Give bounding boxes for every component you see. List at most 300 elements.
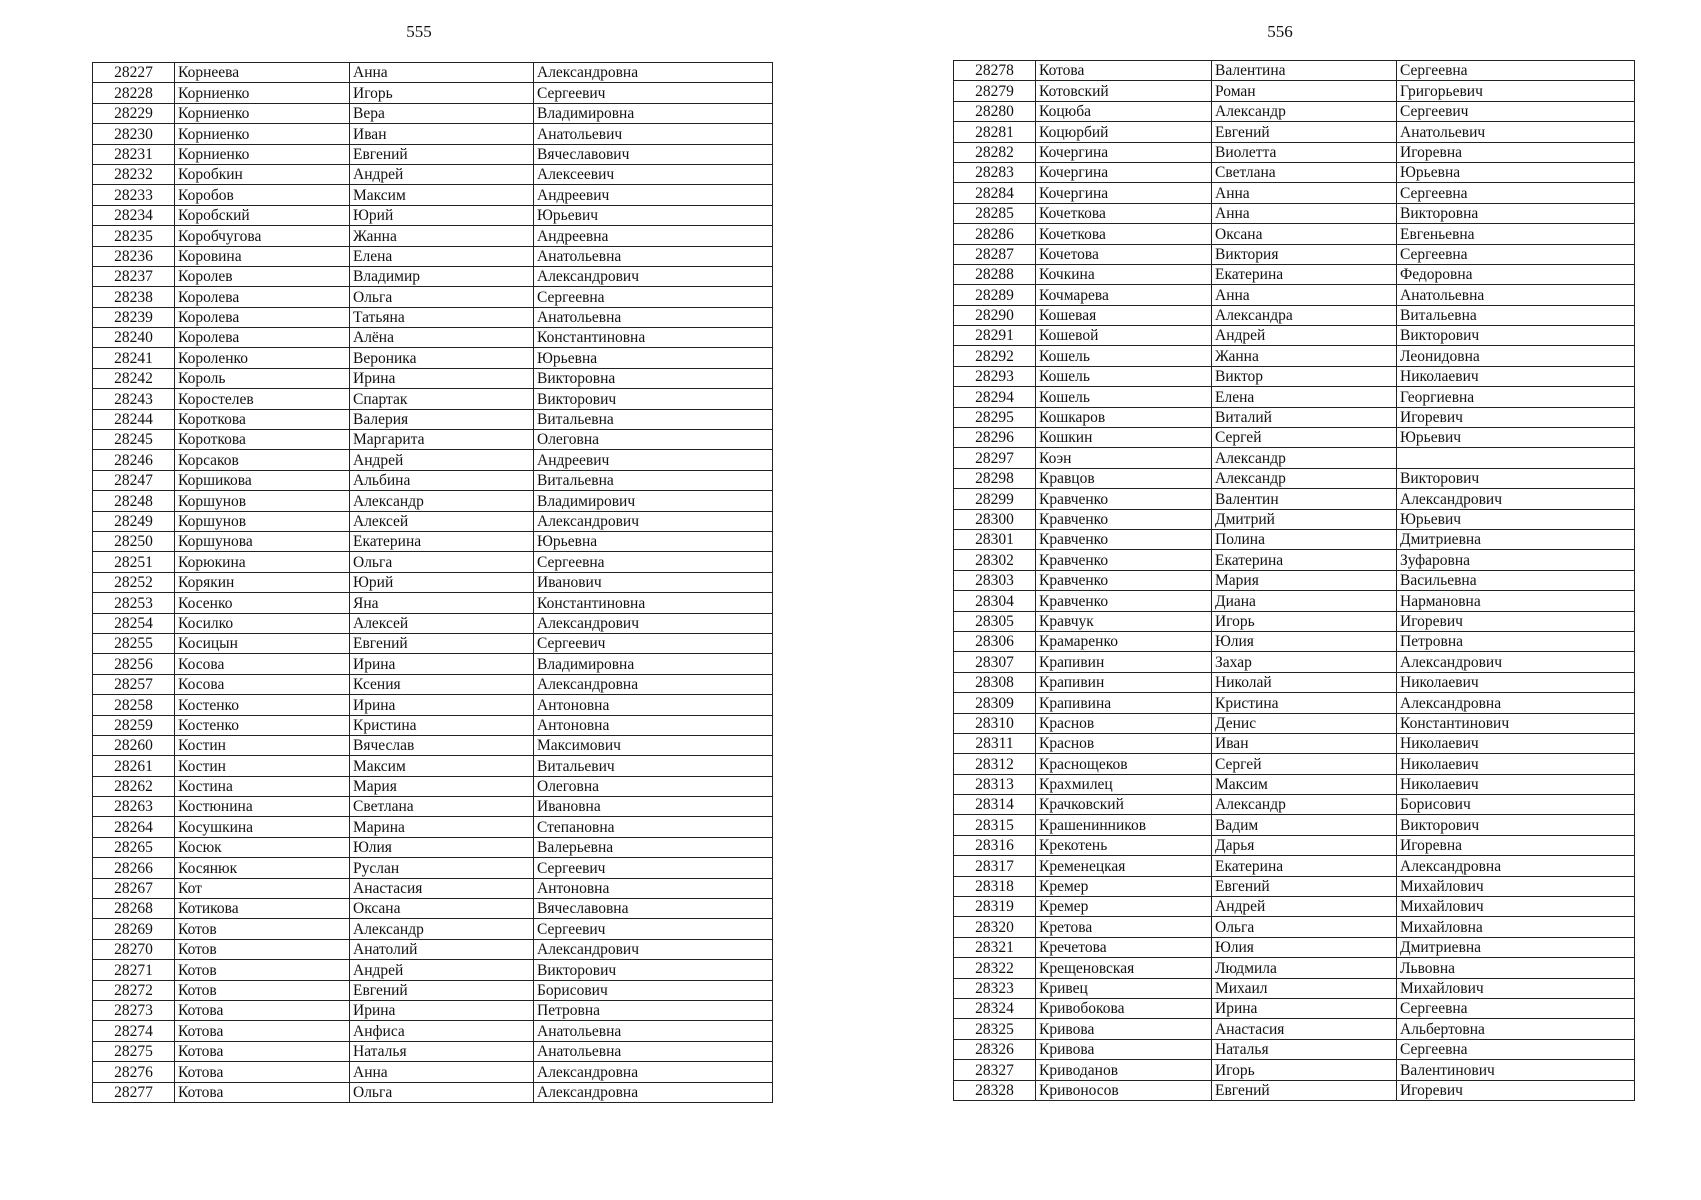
- table-row: [954, 305, 1635, 325]
- table-row: [954, 428, 1635, 448]
- record-number-cell: 28232: [93, 164, 175, 184]
- surname-cell: Корсаков: [175, 450, 350, 470]
- table-row: [93, 633, 773, 653]
- first-name-cell: Полина: [1212, 529, 1397, 549]
- first-name-cell: Руслан: [350, 858, 534, 878]
- table-row: [954, 468, 1635, 488]
- first-name-cell: Сергей: [1212, 428, 1397, 448]
- first-name-cell: Оксана: [1212, 224, 1397, 244]
- patronymic-cell: Федоровна: [1397, 264, 1635, 284]
- table-row: [954, 489, 1635, 509]
- patronymic-cell: Михайловна: [1397, 917, 1635, 937]
- surname-cell: Кравченко: [1036, 529, 1212, 549]
- table-row: [93, 1021, 773, 1041]
- surname-cell: Крачковский: [1036, 795, 1212, 815]
- record-number-cell: 28241: [93, 348, 175, 368]
- names-table-body-right: [954, 61, 1635, 1101]
- record-number-cell: 28294: [954, 387, 1036, 407]
- surname-cell: Кочкина: [1036, 264, 1212, 284]
- table-row: [93, 735, 773, 755]
- record-number-cell: 28244: [93, 409, 175, 429]
- surname-cell: Кочергина: [1036, 142, 1212, 162]
- record-number-cell: 28297: [954, 448, 1036, 468]
- record-number-cell: 28239: [93, 307, 175, 327]
- record-number-cell: 28255: [93, 633, 175, 653]
- record-number-cell: 28312: [954, 754, 1036, 774]
- table-row: [93, 939, 773, 959]
- names-table-right: [953, 60, 1635, 1101]
- first-name-cell: Андрей: [350, 960, 534, 980]
- surname-cell: Краснощеков: [1036, 754, 1212, 774]
- patronymic-cell: Антоновна: [534, 878, 773, 898]
- surname-cell: Котова: [175, 1041, 350, 1061]
- patronymic-cell: Анатольевич: [534, 124, 773, 144]
- patronymic-cell: Борисович: [1397, 795, 1635, 815]
- record-number-cell: 28273: [93, 1000, 175, 1020]
- patronymic-cell: Борисович: [534, 980, 773, 1000]
- table-row: [93, 144, 773, 164]
- table-row: [93, 837, 773, 857]
- patronymic-cell: Сергеевич: [534, 83, 773, 103]
- first-name-cell: Евгений: [350, 144, 534, 164]
- record-number-cell: 28280: [954, 101, 1036, 121]
- patronymic-cell: Сергеевна: [1397, 998, 1635, 1018]
- first-name-cell: Вера: [350, 103, 534, 123]
- table-row: [954, 754, 1635, 774]
- table-row: [954, 387, 1635, 407]
- patronymic-cell: Александровна: [534, 1082, 773, 1102]
- patronymic-cell: Николаевич: [1397, 672, 1635, 692]
- record-number-cell: 28247: [93, 470, 175, 490]
- record-number-cell: 28296: [954, 428, 1036, 448]
- patronymic-cell: Алексеевич: [534, 164, 773, 184]
- table-row: [954, 509, 1635, 529]
- record-number-cell: 28231: [93, 144, 175, 164]
- record-number-cell: 28269: [93, 919, 175, 939]
- first-name-cell: Ольга: [350, 1082, 534, 1102]
- first-name-cell: Андрей: [350, 164, 534, 184]
- table-row: [93, 776, 773, 796]
- table-row: [954, 142, 1635, 162]
- patronymic-cell: Витальевна: [534, 470, 773, 490]
- surname-cell: Криводанов: [1036, 1060, 1212, 1080]
- surname-cell: Королева: [175, 287, 350, 307]
- patronymic-cell: Анатольевич: [1397, 122, 1635, 142]
- record-number-cell: 28295: [954, 407, 1036, 427]
- patronymic-cell: Олеговна: [534, 430, 773, 450]
- record-number-cell: 28262: [93, 776, 175, 796]
- surname-cell: Кремер: [1036, 897, 1212, 917]
- record-number-cell: 28301: [954, 529, 1036, 549]
- surname-cell: Кравцов: [1036, 468, 1212, 488]
- first-name-cell: Сергей: [1212, 754, 1397, 774]
- table-row: [954, 815, 1635, 835]
- patronymic-cell: Александрович: [534, 939, 773, 959]
- record-number-cell: 28250: [93, 531, 175, 551]
- surname-cell: Кривоносов: [1036, 1080, 1212, 1100]
- surname-cell: Крекотень: [1036, 835, 1212, 855]
- table-row: [954, 1060, 1635, 1080]
- patronymic-cell: Анатольевна: [534, 307, 773, 327]
- patronymic-cell: Зуфаровна: [1397, 550, 1635, 570]
- table-row: [954, 876, 1635, 896]
- table-row: [954, 795, 1635, 815]
- surname-cell: Косова: [175, 674, 350, 694]
- surname-cell: Корниенко: [175, 103, 350, 123]
- table-row: [93, 409, 773, 429]
- record-number-cell: 28259: [93, 715, 175, 735]
- patronymic-cell: Викторовна: [1397, 203, 1635, 223]
- table-row: [93, 205, 773, 225]
- patronymic-cell: Вячеславовна: [534, 899, 773, 919]
- first-name-cell: Юрий: [350, 572, 534, 592]
- table-row: [954, 652, 1635, 672]
- first-name-cell: Анна: [350, 1062, 534, 1082]
- table-row: [954, 611, 1635, 631]
- table-row: [93, 858, 773, 878]
- first-name-cell: Елена: [1212, 387, 1397, 407]
- record-number-cell: 28282: [954, 142, 1036, 162]
- record-number-cell: 28271: [93, 960, 175, 980]
- record-number-cell: 28228: [93, 83, 175, 103]
- surname-cell: Косицын: [175, 633, 350, 653]
- first-name-cell: Денис: [1212, 713, 1397, 733]
- surname-cell: Коршунова: [175, 531, 350, 551]
- table-row: [93, 572, 773, 592]
- patronymic-cell: Андреевич: [534, 185, 773, 205]
- table-row: [93, 348, 773, 368]
- first-name-cell: Альбина: [350, 470, 534, 490]
- record-number-cell: 28325: [954, 1019, 1036, 1039]
- first-name-cell: Маргарита: [350, 430, 534, 450]
- first-name-cell: Юлия: [1212, 631, 1397, 651]
- surname-cell: Костин: [175, 756, 350, 776]
- first-name-cell: Мария: [350, 776, 534, 796]
- table-row: [954, 285, 1635, 305]
- patronymic-cell: Альбертовна: [1397, 1019, 1635, 1039]
- first-name-cell: Александр: [1212, 101, 1397, 121]
- record-number-cell: 28264: [93, 817, 175, 837]
- record-number-cell: 28229: [93, 103, 175, 123]
- patronymic-cell: Александровна: [534, 63, 773, 83]
- first-name-cell: Иван: [350, 124, 534, 144]
- first-name-cell: Александр: [1212, 795, 1397, 815]
- record-number-cell: 28306: [954, 631, 1036, 651]
- surname-cell: Кочмарева: [1036, 285, 1212, 305]
- table-row: [93, 1000, 773, 1020]
- first-name-cell: Анна: [1212, 285, 1397, 305]
- first-name-cell: Ирина: [1212, 998, 1397, 1018]
- surname-cell: Кошевая: [1036, 305, 1212, 325]
- first-name-cell: Алексей: [350, 613, 534, 633]
- table-row: [93, 817, 773, 837]
- record-number-cell: 28276: [93, 1062, 175, 1082]
- table-row: [93, 552, 773, 572]
- table-row: [954, 326, 1635, 346]
- record-number-cell: 28319: [954, 897, 1036, 917]
- first-name-cell: Евгений: [350, 633, 534, 653]
- first-name-cell: Анна: [350, 63, 534, 83]
- patronymic-cell: Олеговна: [534, 776, 773, 796]
- surname-cell: Котов: [175, 980, 350, 1000]
- record-number-cell: 28314: [954, 795, 1036, 815]
- surname-cell: Кошкаров: [1036, 407, 1212, 427]
- first-name-cell: Захар: [1212, 652, 1397, 672]
- patronymic-cell: Александрович: [534, 613, 773, 633]
- first-name-cell: Светлана: [1212, 162, 1397, 182]
- record-number-cell: 28266: [93, 858, 175, 878]
- first-name-cell: Евгений: [350, 980, 534, 1000]
- patronymic-cell: Львовна: [1397, 958, 1635, 978]
- record-number-cell: 28323: [954, 978, 1036, 998]
- record-number-cell: 28283: [954, 162, 1036, 182]
- table-row: [954, 366, 1635, 386]
- table-row: [93, 613, 773, 633]
- surname-cell: Котова: [175, 1000, 350, 1020]
- patronymic-cell: [1397, 448, 1635, 468]
- surname-cell: Кошель: [1036, 387, 1212, 407]
- first-name-cell: Евгений: [1212, 1080, 1397, 1100]
- table-row: [954, 774, 1635, 794]
- record-number-cell: 28267: [93, 878, 175, 898]
- record-number-cell: 28256: [93, 654, 175, 674]
- patronymic-cell: Игоревич: [1397, 407, 1635, 427]
- surname-cell: Крещеновская: [1036, 958, 1212, 978]
- record-number-cell: 28291: [954, 326, 1036, 346]
- first-name-cell: Вячеслав: [350, 735, 534, 755]
- table-row: [954, 591, 1635, 611]
- surname-cell: Коцюрбий: [1036, 122, 1212, 142]
- surname-cell: Кравченко: [1036, 570, 1212, 590]
- surname-cell: Костенко: [175, 695, 350, 715]
- table-row: [93, 226, 773, 246]
- record-number-cell: 28321: [954, 937, 1036, 957]
- patronymic-cell: Юрьевич: [1397, 428, 1635, 448]
- patronymic-cell: Юрьевна: [534, 348, 773, 368]
- table-row: [93, 83, 773, 103]
- patronymic-cell: Иванович: [534, 572, 773, 592]
- patronymic-cell: Николаевич: [1397, 754, 1635, 774]
- record-number-cell: 28274: [93, 1021, 175, 1041]
- record-number-cell: 28324: [954, 998, 1036, 1018]
- surname-cell: Кремер: [1036, 876, 1212, 896]
- record-number-cell: 28287: [954, 244, 1036, 264]
- surname-cell: Котова: [175, 1082, 350, 1102]
- record-number-cell: 28309: [954, 693, 1036, 713]
- record-number-cell: 28317: [954, 856, 1036, 876]
- first-name-cell: Валентин: [1212, 489, 1397, 509]
- surname-cell: Короткова: [175, 409, 350, 429]
- first-name-cell: Наталья: [350, 1041, 534, 1061]
- surname-cell: Краснов: [1036, 713, 1212, 733]
- surname-cell: Кочергина: [1036, 162, 1212, 182]
- record-number-cell: 28230: [93, 124, 175, 144]
- table-row: [954, 631, 1635, 651]
- first-name-cell: Юлия: [350, 837, 534, 857]
- table-row: [954, 407, 1635, 427]
- table-row: [954, 81, 1635, 101]
- table-row: [93, 1082, 773, 1102]
- patronymic-cell: Михайлович: [1397, 978, 1635, 998]
- patronymic-cell: Анатольевна: [534, 1041, 773, 1061]
- surname-cell: Котов: [175, 960, 350, 980]
- first-name-cell: Екатерина: [350, 531, 534, 551]
- surname-cell: Коэн: [1036, 448, 1212, 468]
- record-number-cell: 28233: [93, 185, 175, 205]
- first-name-cell: Андрей: [1212, 326, 1397, 346]
- surname-cell: Косянюк: [175, 858, 350, 878]
- surname-cell: Кочеткова: [1036, 224, 1212, 244]
- patronymic-cell: Викторович: [534, 960, 773, 980]
- surname-cell: Коробов: [175, 185, 350, 205]
- first-name-cell: Валентина: [1212, 61, 1397, 81]
- patronymic-cell: Александровна: [1397, 693, 1635, 713]
- patronymic-cell: Петровна: [534, 1000, 773, 1020]
- patronymic-cell: Нармановна: [1397, 591, 1635, 611]
- patronymic-cell: Александрович: [534, 266, 773, 286]
- first-name-cell: Спартак: [350, 389, 534, 409]
- patronymic-cell: Юрьевна: [1397, 162, 1635, 182]
- table-row: [93, 63, 773, 83]
- table-row: [93, 266, 773, 286]
- surname-cell: Костин: [175, 735, 350, 755]
- record-number-cell: 28245: [93, 430, 175, 450]
- first-name-cell: Анатолий: [350, 939, 534, 959]
- surname-cell: Краснов: [1036, 733, 1212, 753]
- record-number-cell: 28284: [954, 183, 1036, 203]
- first-name-cell: Ольга: [1212, 917, 1397, 937]
- record-number-cell: 28298: [954, 468, 1036, 488]
- record-number-cell: 28305: [954, 611, 1036, 631]
- table-row: [954, 224, 1635, 244]
- surname-cell: Корниенко: [175, 144, 350, 164]
- surname-cell: Котикова: [175, 899, 350, 919]
- record-number-cell: 28268: [93, 899, 175, 919]
- surname-cell: Кривец: [1036, 978, 1212, 998]
- record-number-cell: 28254: [93, 613, 175, 633]
- record-number-cell: 28278: [954, 61, 1036, 81]
- table-row: [954, 978, 1635, 998]
- patronymic-cell: Владимировна: [534, 654, 773, 674]
- surname-cell: Котовский: [1036, 81, 1212, 101]
- first-name-cell: Анфиса: [350, 1021, 534, 1041]
- record-number-cell: 28313: [954, 774, 1036, 794]
- surname-cell: Кочетова: [1036, 244, 1212, 264]
- surname-cell: Костина: [175, 776, 350, 796]
- patronymic-cell: Юрьевич: [1397, 509, 1635, 529]
- first-name-cell: Андрей: [1212, 897, 1397, 917]
- patronymic-cell: Григорьевич: [1397, 81, 1635, 101]
- first-name-cell: Юлия: [1212, 937, 1397, 957]
- patronymic-cell: Сергеевич: [1397, 101, 1635, 121]
- first-name-cell: Вадим: [1212, 815, 1397, 835]
- table-row: [93, 103, 773, 123]
- patronymic-cell: Николаевич: [1397, 733, 1635, 753]
- record-number-cell: 28304: [954, 591, 1036, 611]
- surname-cell: Котов: [175, 919, 350, 939]
- patronymic-cell: Сергеевна: [534, 552, 773, 572]
- table-row: [954, 183, 1635, 203]
- table-row: [93, 185, 773, 205]
- patronymic-cell: Александровна: [1397, 856, 1635, 876]
- table-row: [93, 715, 773, 735]
- record-number-cell: 28292: [954, 346, 1036, 366]
- table-row: [954, 203, 1635, 223]
- first-name-cell: Владимир: [350, 266, 534, 286]
- record-number-cell: 28281: [954, 122, 1036, 142]
- table-row: [954, 917, 1635, 937]
- surname-cell: Коцюба: [1036, 101, 1212, 121]
- record-number-cell: 28272: [93, 980, 175, 1000]
- patronymic-cell: Юрьевна: [534, 531, 773, 551]
- first-name-cell: Татьяна: [350, 307, 534, 327]
- first-name-cell: Дмитрий: [1212, 509, 1397, 529]
- table-row: [954, 244, 1635, 264]
- surname-cell: Крапивина: [1036, 693, 1212, 713]
- surname-cell: Кравченко: [1036, 489, 1212, 509]
- first-name-cell: Яна: [350, 593, 534, 613]
- patronymic-cell: Константиновна: [534, 593, 773, 613]
- record-number-cell: 28236: [93, 246, 175, 266]
- table-row: [954, 672, 1635, 692]
- table-row: [954, 122, 1635, 142]
- table-row: [93, 287, 773, 307]
- table-row: [93, 797, 773, 817]
- first-name-cell: Николай: [1212, 672, 1397, 692]
- table-row: [93, 368, 773, 388]
- surname-cell: Крашенинников: [1036, 815, 1212, 835]
- patronymic-cell: Константиновна: [534, 328, 773, 348]
- first-name-cell: Максим: [1212, 774, 1397, 794]
- surname-cell: Корякин: [175, 572, 350, 592]
- surname-cell: Король: [175, 368, 350, 388]
- record-number-cell: 28302: [954, 550, 1036, 570]
- surname-cell: Костенко: [175, 715, 350, 735]
- first-name-cell: Ксения: [350, 674, 534, 694]
- first-name-cell: Елена: [350, 246, 534, 266]
- surname-cell: Корнеева: [175, 63, 350, 83]
- patronymic-cell: Витальевна: [1397, 305, 1635, 325]
- first-name-cell: Марина: [350, 817, 534, 837]
- table-row: [954, 570, 1635, 590]
- first-name-cell: Ирина: [350, 654, 534, 674]
- surname-cell: Котова: [175, 1021, 350, 1041]
- record-number-cell: 28326: [954, 1039, 1036, 1059]
- record-number-cell: 28293: [954, 366, 1036, 386]
- patronymic-cell: Валерьевна: [534, 837, 773, 857]
- first-name-cell: Михаил: [1212, 978, 1397, 998]
- first-name-cell: Ольга: [350, 552, 534, 572]
- surname-cell: Коростелев: [175, 389, 350, 409]
- patronymic-cell: Юрьевич: [534, 205, 773, 225]
- surname-cell: Котова: [1036, 61, 1212, 81]
- first-name-cell: Светлана: [350, 797, 534, 817]
- record-number-cell: 28270: [93, 939, 175, 959]
- surname-cell: Кочергина: [1036, 183, 1212, 203]
- patronymic-cell: Васильевна: [1397, 570, 1635, 590]
- patronymic-cell: Викторович: [1397, 815, 1635, 835]
- patronymic-cell: Владимирович: [534, 491, 773, 511]
- surname-cell: Корюкина: [175, 552, 350, 572]
- table-row: [93, 960, 773, 980]
- surname-cell: Кот: [175, 878, 350, 898]
- table-row: [93, 593, 773, 613]
- first-name-cell: Максим: [350, 756, 534, 776]
- table-row: [93, 328, 773, 348]
- patronymic-cell: Витальевич: [534, 756, 773, 776]
- patronymic-cell: Сергеевна: [534, 287, 773, 307]
- surname-cell: Кривобокова: [1036, 998, 1212, 1018]
